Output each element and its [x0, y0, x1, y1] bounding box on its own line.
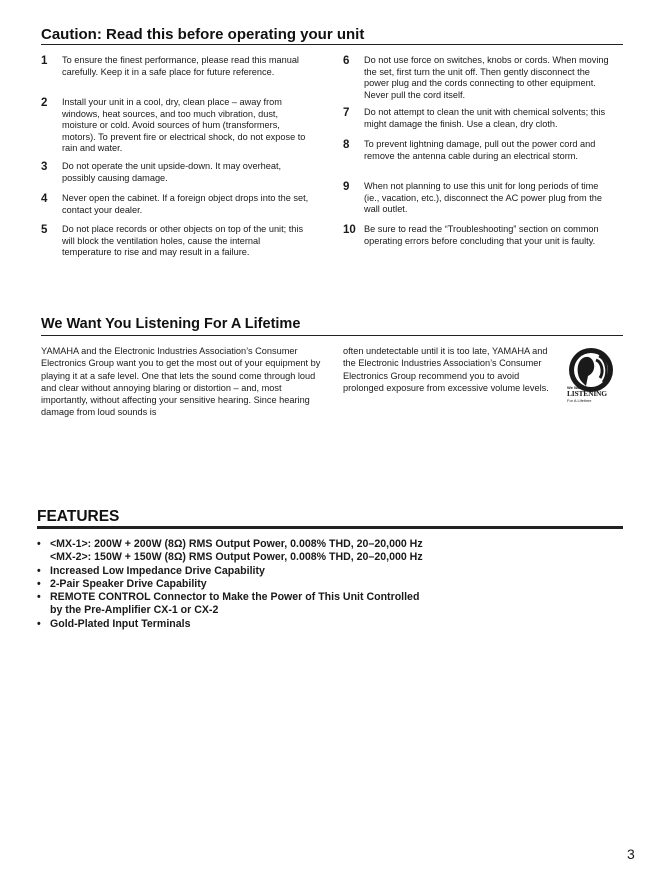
listening-paragraph-left: YAMAHA and the Electronic Industries Association’s Consumer Electronics Group want you to get the most out of your equipment by playing it at a safe level. One that lets the sound come through loud and clear without annoying blaring or distortion – and, most importantly, without affecting your sensitive hearing. Since hearing damage from loud sounds is	[41, 346, 321, 418]
caution-item-number: 2	[41, 97, 48, 109]
bullet-icon: •	[37, 578, 41, 590]
bullet-icon: •	[37, 538, 41, 550]
feature-line: by the Pre-Amplifier CX-1 or CX-2	[50, 604, 219, 617]
caution-item-number: 4	[41, 193, 48, 205]
listening-title: We Want You Listening For A Lifetime	[41, 316, 301, 332]
caution-item	[41, 97, 309, 155]
bullet-icon: •	[37, 591, 41, 603]
feature-line: <MX-2>: 150W + 150W (8Ω) RMS Output Power, 0.008% THD, 20–20,000 Hz	[50, 551, 423, 564]
caution-item-number: 8	[343, 139, 350, 151]
listening-logo	[566, 346, 616, 410]
feature-item	[37, 578, 627, 591]
features-title: FEATURES	[37, 508, 120, 525]
caution-item	[343, 139, 615, 162]
caution-title: Caution: Read this before operating your unit	[41, 26, 365, 43]
logo-tag-text: For A Lifetime	[567, 398, 592, 403]
caution-item-number: 6	[343, 55, 350, 67]
feature-line: <MX-1>: 200W + 200W (8Ω) RMS Output Power, 0.008% THD, 20–20,000 Hz	[50, 538, 423, 550]
caution-item	[343, 181, 615, 216]
logo-big-text: LISTENING	[567, 389, 607, 398]
caution-item-text: Do not place records or other objects on top of the unit; this will block the ventilation holes, cause the internal temperature to rise and may result in a failure.	[62, 224, 304, 258]
page-number: 3	[627, 846, 635, 862]
feature-line: Gold-Plated Input Terminals	[50, 618, 191, 630]
feature-item	[37, 565, 627, 578]
caution-item-text: Do not operate the unit upside-down. It may overheat, possibly causing damage.	[62, 161, 282, 183]
caution-item	[343, 55, 615, 101]
caution-item-text: To prevent lightning damage, pull out the power cord and remove the antenna cable during an electrical storm.	[364, 139, 596, 161]
caution-item-text: Never open the cabinet. If a foreign object drops into the set, contact your dealer.	[62, 193, 309, 215]
caution-item-text: To ensure the finest performance, please read this manual carefully. Keep it in a safe place for future reference.	[62, 55, 299, 77]
caution-item-text: When not planning to use this unit for long periods of time (ie., vacation, etc.), disconnect the AC power plug from the wall outlet.	[364, 181, 602, 215]
caution-item-number: 9	[343, 181, 350, 193]
caution-item	[41, 224, 309, 259]
bullet-icon: •	[37, 565, 41, 577]
bullet-icon: •	[37, 618, 41, 630]
caution-item-number: 10	[343, 224, 356, 236]
feature-item	[37, 618, 627, 631]
features-rule	[37, 526, 623, 529]
caution-item-number: 3	[41, 161, 48, 173]
caution-item-text: Install your unit in a cool, dry, clean place – away from windows, heat sources, and too much vibration, dust, moisture or cold. Avoid sources of hum (transformers, motors). To prevent fire or electrical shock, do not expose to rain and water.	[62, 97, 306, 154]
logo-small-text: We Want You	[567, 385, 592, 390]
caution-item-text: Do not use force on switches, knobs or cords. When moving the set, first turn the unit off. Then gently disconnect the power plug and the cords connecting to other equipment. Never pull the cord itself.	[364, 55, 609, 100]
caution-item-text: Do not attempt to clean the unit with chemical solvents; this might damage the finish. Use a clean, dry cloth.	[364, 107, 606, 129]
caution-item-text: Be sure to read the “Troubleshooting” section on common operating errors before concluding that your unit is faulty.	[364, 224, 599, 246]
feature-line: 2-Pair Speaker Drive Capability	[50, 578, 207, 590]
feature-line: Increased Low Impedance Drive Capability	[50, 565, 265, 577]
caution-item	[41, 193, 309, 216]
caution-item-number: 7	[343, 107, 350, 119]
feature-item	[37, 538, 627, 565]
feature-line: REMOTE CONTROL Connector to Make the Power of This Unit Controlled	[50, 591, 420, 603]
feature-item	[37, 591, 627, 618]
caution-item-number: 5	[41, 224, 48, 236]
caution-item	[41, 161, 309, 184]
caution-item	[343, 224, 615, 247]
caution-item-number: 1	[41, 55, 48, 67]
listening-paragraph-right: often undetectable until it is too late, YAMAHA and the Electronic Industries Association’s Consumer Electronics Group recommend you to avoid prolonged exposure from excessive volume levels.	[343, 346, 549, 393]
listening-rule	[41, 335, 623, 336]
caution-item	[41, 55, 309, 78]
caution-item	[343, 107, 615, 130]
caution-rule	[41, 44, 623, 45]
